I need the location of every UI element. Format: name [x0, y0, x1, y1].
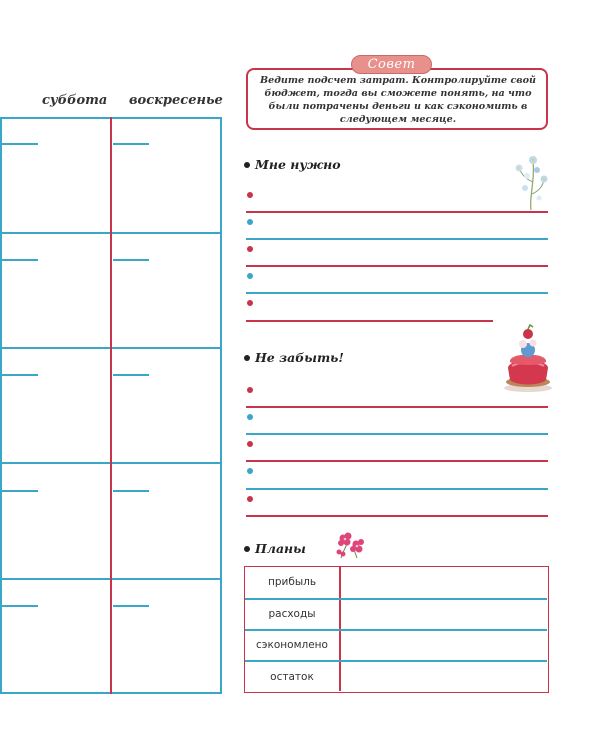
bullet-icon: [247, 441, 253, 447]
date-dash: [113, 259, 149, 261]
date-dash: [2, 259, 38, 261]
plans-value-cell[interactable]: [341, 567, 547, 598]
bullet-icon: [244, 546, 250, 552]
bullet-icon: [247, 300, 253, 306]
plans-value-cell[interactable]: [341, 661, 547, 692]
advice-badge: Совет: [351, 55, 432, 74]
bullet-icon: [247, 219, 253, 225]
date-dash: [2, 143, 38, 145]
plans-value-cell[interactable]: [341, 630, 547, 661]
saturday-header: суббота: [42, 93, 108, 108]
writing-line[interactable]: [246, 238, 548, 240]
plans-row-label: прибыль: [267, 576, 317, 588]
date-dash: [2, 490, 38, 492]
bullet-icon: [244, 162, 250, 168]
cake-icon: [500, 322, 556, 394]
remember-heading-text: Не забыть!: [255, 350, 344, 365]
writing-line[interactable]: [246, 433, 548, 435]
writing-line[interactable]: [246, 460, 548, 462]
grid-line: [0, 117, 2, 694]
date-dash: [2, 374, 38, 376]
bullet-icon: [247, 414, 253, 420]
day-divider: [110, 117, 112, 694]
writing-line[interactable]: [246, 265, 548, 267]
plans-value-cell[interactable]: [341, 599, 547, 630]
weekend-calendar-grid: [0, 117, 222, 694]
flower-sprig-icon: [513, 152, 549, 212]
plans-table: [244, 566, 549, 693]
remember-heading: [244, 350, 344, 365]
plans-row-label: расходы: [268, 608, 316, 620]
need-heading: [244, 157, 341, 172]
pink-flowers-icon: [331, 528, 367, 560]
bullet-icon: [247, 192, 253, 198]
date-dash: [113, 143, 149, 145]
writing-line[interactable]: [246, 292, 548, 294]
date-dash: [2, 605, 38, 607]
advice-text: Ведите подсчет затрат. Контролируйте свой бюджет, тогда вы сможете понять, на что были потрачены деньги и как сэкономить в следующем месяце.: [260, 75, 536, 125]
writing-line[interactable]: [246, 406, 548, 408]
sunday-header: воскресенье: [129, 93, 223, 108]
date-dash: [113, 374, 149, 376]
date-dash: [113, 605, 149, 607]
writing-line[interactable]: [246, 488, 548, 490]
bullet-icon: [247, 496, 253, 502]
grid-line: [220, 117, 222, 694]
writing-line[interactable]: [246, 320, 493, 322]
bullet-icon: [247, 246, 253, 252]
plans-heading-text: Планы: [255, 541, 306, 556]
bullet-icon: [244, 355, 250, 361]
date-dash: [113, 490, 149, 492]
plans-heading: [244, 541, 306, 556]
bullet-icon: [247, 387, 253, 393]
need-heading-text: Мне нужно: [255, 157, 341, 172]
writing-line[interactable]: [246, 211, 548, 213]
plans-row-label: остаток: [270, 671, 314, 683]
bullet-icon: [247, 273, 253, 279]
writing-line[interactable]: [246, 515, 548, 517]
plans-row-label: сэкономлено: [256, 639, 328, 651]
bullet-icon: [247, 468, 253, 474]
